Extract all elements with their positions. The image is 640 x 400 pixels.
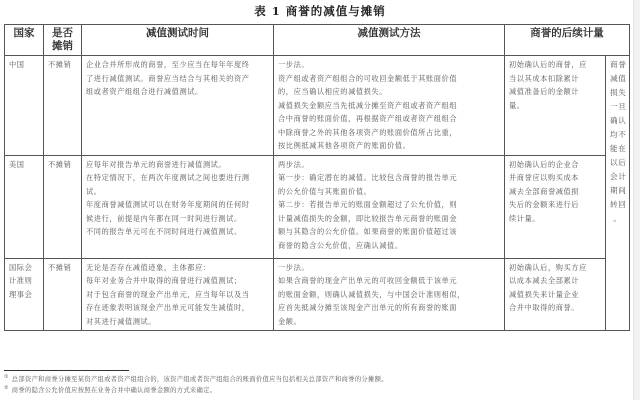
cell-test-method [274, 155, 505, 258]
text-line: 初始确认后的企业合 [509, 159, 580, 169]
country-text: 美国 [9, 159, 25, 169]
cell-subsequent [505, 155, 606, 258]
text-line: 当以其成本扣除累计 [509, 73, 580, 83]
cell-test-time [82, 155, 274, 258]
text-line: 存在迹象表明该现金产出单元可能发生减值时， [86, 303, 250, 312]
goodwill-impairment-table [4, 24, 630, 331]
text-line: 能在 [610, 144, 627, 153]
text-line: 合中商誉的账面价值，再根据资产组或者资产组组合 [278, 114, 458, 123]
text-line: 年度商誉减值测试可以在财务年度期间的任何时 [86, 200, 250, 209]
text-line: 每年对业务合并中取得的商誉进行减值测试； [86, 276, 242, 285]
text-line: 对于包含商誉的现金产出单元，应当每年以及当 [86, 289, 250, 299]
text-line: 的公允价值与其账面价值。 [278, 186, 372, 196]
header-row [5, 25, 630, 56]
cell-subsequent [505, 258, 606, 331]
text-line: 商誉的隐含公允价值，应确认减值。 [278, 240, 403, 250]
text-line: 减去全部商誉减值损 [509, 186, 580, 196]
header-amortize [44, 25, 82, 56]
text-line: 一步法。 [278, 262, 310, 272]
footnote-text: 总部资产和商誉分摊至某资产组或者资产组组合的，该资产组或者资产组组合的账面价值应当包括相关总部资产和商誉的分摊额。 [11, 376, 388, 383]
cell-country [5, 155, 44, 258]
cell-test-method [274, 56, 505, 156]
text-line: 两步法。 [278, 159, 310, 169]
cell-test-time [82, 258, 274, 331]
text-line: 计量减值损失的金额，即比较报告单元商誉的账面金 [278, 213, 458, 223]
cell-amortize: 不摊销 [44, 258, 82, 331]
text-line: 按比例抵减其他各项资产的账面价值。 [278, 141, 411, 150]
text-line: 会计 [610, 172, 627, 181]
country-text: 国际会 [9, 262, 33, 272]
text-line: 减值准备后的金额计 [509, 87, 580, 96]
text-line: 失后的金额来进行后 [509, 200, 580, 209]
text-line: 在特定情况下，在两次年度测试之间也要进行测 [86, 173, 250, 182]
text-line: 企业合并所形成的商誉，至少应当在每年年度终 [86, 60, 250, 69]
text-line: 减值 [610, 74, 627, 83]
text-line: 商誉 [610, 60, 627, 69]
header-country: 国家 [5, 25, 44, 56]
text-line: 应首先抵减分摊至该现金产出单元的所有商誉的账面 [278, 303, 458, 312]
text-line: 第一步：确定潜在的减值。比较包含商誉的报告单元 [278, 173, 458, 182]
text-line: 的，应当确认相应的减值损失。 [278, 87, 388, 96]
cell-country [5, 56, 44, 156]
text-line: 试。 [86, 186, 102, 196]
text-line: 减值损失来计量企业 [509, 289, 580, 299]
text-line: 减值损失金额应当先抵减分摊至资产组或者资产组组 [278, 100, 458, 110]
country-text: 理事会 [9, 289, 33, 299]
text-line: 的账面金额，则确认减值损失，与中国会计准则相似， [278, 289, 465, 299]
footnote-2 [4, 385, 216, 394]
text-line: 额与其隐含的公允价值。如果商誉的账面价值超过该 [278, 227, 458, 236]
cell-amortize: 不摊销 [44, 155, 82, 258]
text-line: 候进行，前提是内年都在同一时间进行测试。 [86, 213, 242, 223]
cell-amortize: 不摊销 [44, 56, 82, 156]
header-amortize-line1: 是否 [52, 27, 73, 39]
footnote-1 [4, 374, 388, 383]
footnote-marker: ① [4, 374, 9, 380]
text-line: 应每年对报告单元的商誉进行减值测试。 [86, 159, 227, 169]
header-subsequent-measurement: 商誉的后续计量 [505, 25, 630, 56]
text-line: 第二步：若报告单元的账面金额超过了公允价值，则 [278, 200, 458, 209]
text-line: 续计量。 [509, 213, 541, 223]
text-line: 了进行减值测试。商誉应当结合与其相关的资产 [86, 73, 250, 83]
table-title: 表 1 商誉的减值与摊销 [254, 4, 386, 18]
text-line: 转回 [610, 200, 627, 209]
text-line: 对其进行减值测试。 [86, 316, 157, 326]
header-test-time: 减值测试时间 [82, 25, 274, 56]
text-line: 如果含商誉的现金产出单元的可收回金额低于该单元 [278, 276, 458, 285]
text-line: 。 [613, 214, 622, 223]
text-line: 初始确认后，购买方应 [509, 262, 587, 272]
text-line: 均不 [610, 130, 627, 139]
text-line: 损失 [610, 88, 627, 97]
table-row [5, 56, 630, 156]
text-line: 不同的报告单元可在不同时间进行减值测试。 [86, 227, 242, 236]
text-line: 无论是否存在减值迹象，主体都应： [86, 262, 211, 272]
cell-test-time [82, 56, 274, 156]
cell-merged-impairment-note [606, 56, 630, 331]
text-line: 以后 [610, 158, 627, 167]
page-edge-scrollbar[interactable] [633, 0, 640, 400]
table-row [5, 258, 630, 331]
header-test-method: 减值测试方法 [274, 25, 505, 56]
text-line: 并商誉应以购买成本 [509, 173, 580, 182]
cell-country [5, 258, 44, 331]
text-line: 确认 [610, 116, 627, 125]
cell-test-method [274, 258, 505, 331]
footnote-text: 商誉的隐含公允价值应按照在业务合并中确认商誉金额的方式来确定。 [11, 387, 217, 394]
text-line: 一旦 [610, 102, 627, 111]
text-line: 金额。 [278, 316, 302, 326]
text-line: 资产组或者资产组组合的可收回金额低于其账面价值 [278, 73, 458, 83]
header-amortize-line2: 摊销 [52, 40, 73, 52]
text-line: 合并中取得的商誉。 [509, 303, 580, 312]
text-line: 一步法。 [278, 60, 310, 69]
table-row [5, 155, 630, 258]
text-line: 组或者资产组组合进行减值测试。 [86, 87, 203, 96]
footnote-marker: ② [4, 385, 9, 391]
country-text: 中国 [9, 60, 25, 69]
text-line: 中除商誉之外的其他各项资产的账面价值所占比重， [278, 127, 458, 137]
text-line: 初始确认后的商誉，应 [509, 60, 587, 69]
text-line: 以成本减去全部累计 [509, 276, 580, 285]
country-text: 计准则 [9, 276, 33, 285]
text-line: 期间 [610, 186, 627, 195]
footnote-divider [4, 370, 129, 371]
cell-subsequent [505, 56, 606, 156]
text-line: 量。 [509, 100, 525, 110]
